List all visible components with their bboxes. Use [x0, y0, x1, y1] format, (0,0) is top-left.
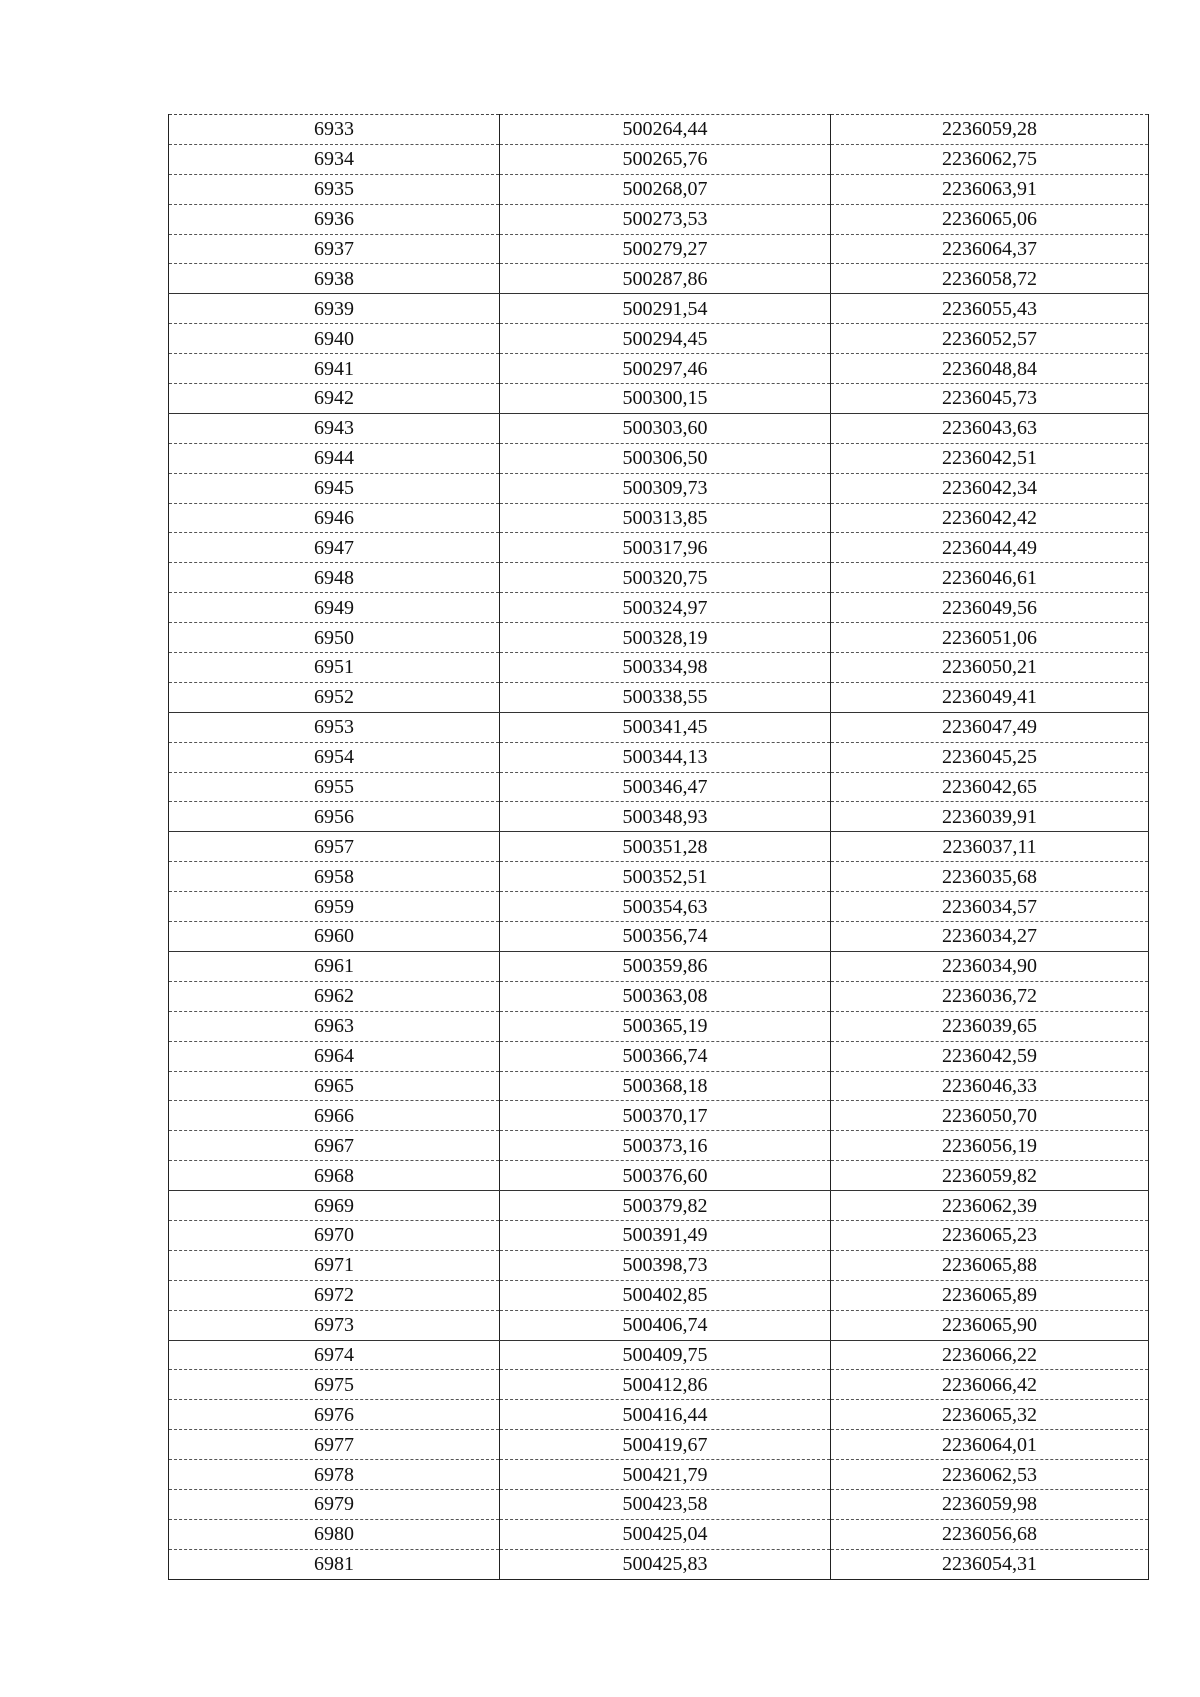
coord-y-cell: 2236064,37 [831, 234, 1149, 264]
table-row [169, 563, 1149, 593]
point-number-cell: 6980 [169, 1519, 500, 1549]
point-number-cell: 6974 [169, 1340, 500, 1370]
point-number-cell: 6953 [169, 712, 500, 742]
coord-x-cell: 500300,15 [500, 384, 831, 414]
point-number-cell: 6934 [169, 144, 500, 174]
table-row [169, 623, 1149, 653]
coord-y-cell: 2236063,91 [831, 174, 1149, 204]
coord-y-cell: 2236034,57 [831, 892, 1149, 922]
coord-x-cell: 500320,75 [500, 563, 831, 593]
table-row [169, 922, 1149, 952]
coord-y-cell: 2236056,68 [831, 1519, 1149, 1549]
table-row [169, 1161, 1149, 1191]
point-number-cell: 6963 [169, 1011, 500, 1041]
coord-y-cell: 2236065,06 [831, 204, 1149, 234]
coord-y-cell: 2236059,98 [831, 1489, 1149, 1519]
coord-y-cell: 2236058,72 [831, 264, 1149, 294]
table-row [169, 1220, 1149, 1250]
point-number-cell: 6972 [169, 1280, 500, 1310]
point-number-cell: 6969 [169, 1191, 500, 1221]
table-row [169, 802, 1149, 832]
point-number-cell: 6960 [169, 922, 500, 952]
coord-x-cell: 500409,75 [500, 1340, 831, 1370]
coord-x-cell: 500379,82 [500, 1191, 831, 1221]
coord-y-cell: 2236043,63 [831, 413, 1149, 443]
point-number-cell: 6975 [169, 1370, 500, 1400]
coord-y-cell: 2236066,42 [831, 1370, 1149, 1400]
coord-x-cell: 500313,85 [500, 503, 831, 533]
coord-x-cell: 500419,67 [500, 1430, 831, 1460]
table-row [169, 1489, 1149, 1519]
point-number-cell: 6979 [169, 1489, 500, 1519]
point-number-cell: 6936 [169, 204, 500, 234]
point-number-cell: 6952 [169, 682, 500, 712]
coord-y-cell: 2236065,89 [831, 1280, 1149, 1310]
table-row [169, 1430, 1149, 1460]
coord-y-cell: 2236056,19 [831, 1131, 1149, 1161]
table-row [169, 533, 1149, 563]
table-row [169, 1131, 1149, 1161]
coordinates-table-body [169, 115, 1149, 1580]
table-row [169, 473, 1149, 503]
coord-y-cell: 2236044,49 [831, 533, 1149, 563]
table-row [169, 1071, 1149, 1101]
coord-x-cell: 500391,49 [500, 1220, 831, 1250]
coord-x-cell: 500402,85 [500, 1280, 831, 1310]
table-row [169, 1280, 1149, 1310]
table-row [169, 1340, 1149, 1370]
coord-x-cell: 500346,47 [500, 772, 831, 802]
coord-y-cell: 2236050,70 [831, 1101, 1149, 1131]
table-row [169, 1310, 1149, 1340]
coord-y-cell: 2236048,84 [831, 354, 1149, 384]
table-row [169, 443, 1149, 473]
coord-y-cell: 2236062,75 [831, 144, 1149, 174]
coord-y-cell: 2236062,53 [831, 1460, 1149, 1490]
coord-x-cell: 500359,86 [500, 951, 831, 981]
coord-x-cell: 500273,53 [500, 204, 831, 234]
table-row [169, 682, 1149, 712]
table-row [169, 951, 1149, 981]
point-number-cell: 6965 [169, 1071, 500, 1101]
point-number-cell: 6964 [169, 1041, 500, 1071]
point-number-cell: 6966 [169, 1101, 500, 1131]
coordinates-table [168, 114, 1149, 1580]
coord-x-cell: 500363,08 [500, 981, 831, 1011]
coord-x-cell: 500294,45 [500, 324, 831, 354]
table-row [169, 1041, 1149, 1071]
coord-y-cell: 2236042,59 [831, 1041, 1149, 1071]
point-number-cell: 6968 [169, 1161, 500, 1191]
table-row [169, 712, 1149, 742]
point-number-cell: 6940 [169, 324, 500, 354]
table-row [169, 384, 1149, 414]
coord-x-cell: 500425,83 [500, 1549, 831, 1579]
table-row [169, 832, 1149, 862]
table-row [169, 862, 1149, 892]
point-number-cell: 6981 [169, 1549, 500, 1579]
coord-x-cell: 500421,79 [500, 1460, 831, 1490]
point-number-cell: 6941 [169, 354, 500, 384]
point-number-cell: 6935 [169, 174, 500, 204]
coord-y-cell: 2236046,33 [831, 1071, 1149, 1101]
coord-x-cell: 500356,74 [500, 922, 831, 952]
coord-y-cell: 2236062,39 [831, 1191, 1149, 1221]
coord-x-cell: 500324,97 [500, 593, 831, 623]
table-row [169, 1549, 1149, 1579]
table-row [169, 174, 1149, 204]
coord-x-cell: 500368,18 [500, 1071, 831, 1101]
table-row [169, 1370, 1149, 1400]
table-row [169, 1191, 1149, 1221]
table-row [169, 204, 1149, 234]
coord-x-cell: 500365,19 [500, 1011, 831, 1041]
coord-x-cell: 500338,55 [500, 682, 831, 712]
coord-y-cell: 2236059,82 [831, 1161, 1149, 1191]
coord-x-cell: 500268,07 [500, 174, 831, 204]
coord-x-cell: 500366,74 [500, 1041, 831, 1071]
coord-y-cell: 2236065,90 [831, 1310, 1149, 1340]
point-number-cell: 6950 [169, 623, 500, 653]
coord-x-cell: 500376,60 [500, 1161, 831, 1191]
table-row [169, 742, 1149, 772]
point-number-cell: 6939 [169, 294, 500, 324]
coord-y-cell: 2236045,73 [831, 384, 1149, 414]
table-row [169, 1011, 1149, 1041]
coord-y-cell: 2236066,22 [831, 1340, 1149, 1370]
point-number-cell: 6976 [169, 1400, 500, 1430]
table-row [169, 1250, 1149, 1280]
point-number-cell: 6944 [169, 443, 500, 473]
coord-y-cell: 2236036,72 [831, 981, 1149, 1011]
coord-y-cell: 2236049,56 [831, 593, 1149, 623]
coord-x-cell: 500398,73 [500, 1250, 831, 1280]
coord-x-cell: 500303,60 [500, 413, 831, 443]
coord-x-cell: 500373,16 [500, 1131, 831, 1161]
table-row [169, 981, 1149, 1011]
coord-y-cell: 2236065,32 [831, 1400, 1149, 1430]
coord-x-cell: 500317,96 [500, 533, 831, 563]
coord-x-cell: 500306,50 [500, 443, 831, 473]
coord-y-cell: 2236065,88 [831, 1250, 1149, 1280]
coord-x-cell: 500297,46 [500, 354, 831, 384]
coord-y-cell: 2236039,65 [831, 1011, 1149, 1041]
point-number-cell: 6949 [169, 593, 500, 623]
table-row [169, 354, 1149, 384]
point-number-cell: 6938 [169, 264, 500, 294]
coord-x-cell: 500354,63 [500, 892, 831, 922]
coord-x-cell: 500370,17 [500, 1101, 831, 1131]
coord-y-cell: 2236037,11 [831, 832, 1149, 862]
coord-x-cell: 500279,27 [500, 234, 831, 264]
table-row [169, 503, 1149, 533]
coord-y-cell: 2236034,90 [831, 951, 1149, 981]
point-number-cell: 6961 [169, 951, 500, 981]
coord-y-cell: 2236059,28 [831, 115, 1149, 145]
point-number-cell: 6957 [169, 832, 500, 862]
point-number-cell: 6958 [169, 862, 500, 892]
coord-y-cell: 2236034,27 [831, 922, 1149, 952]
coord-x-cell: 500406,74 [500, 1310, 831, 1340]
point-number-cell: 6947 [169, 533, 500, 563]
table-row [169, 1519, 1149, 1549]
point-number-cell: 6951 [169, 653, 500, 683]
point-number-cell: 6956 [169, 802, 500, 832]
coord-y-cell: 2236039,91 [831, 802, 1149, 832]
point-number-cell: 6946 [169, 503, 500, 533]
table-row [169, 264, 1149, 294]
table-row [169, 892, 1149, 922]
point-number-cell: 6973 [169, 1310, 500, 1340]
coord-x-cell: 500291,54 [500, 294, 831, 324]
coord-y-cell: 2236051,06 [831, 623, 1149, 653]
table-row [169, 413, 1149, 443]
coord-x-cell: 500348,93 [500, 802, 831, 832]
table-row [169, 772, 1149, 802]
point-number-cell: 6937 [169, 234, 500, 264]
point-number-cell: 6959 [169, 892, 500, 922]
table-row [169, 234, 1149, 264]
coord-y-cell: 2236045,25 [831, 742, 1149, 772]
point-number-cell: 6970 [169, 1220, 500, 1250]
point-number-cell: 6962 [169, 981, 500, 1011]
point-number-cell: 6954 [169, 742, 500, 772]
coord-x-cell: 500351,28 [500, 832, 831, 862]
point-number-cell: 6943 [169, 413, 500, 443]
point-number-cell: 6948 [169, 563, 500, 593]
table-row [169, 1400, 1149, 1430]
coord-y-cell: 2236042,34 [831, 473, 1149, 503]
coord-y-cell: 2236042,65 [831, 772, 1149, 802]
coord-y-cell: 2236050,21 [831, 653, 1149, 683]
point-number-cell: 6942 [169, 384, 500, 414]
table-row [169, 144, 1149, 174]
table-row [169, 1101, 1149, 1131]
point-number-cell: 6967 [169, 1131, 500, 1161]
table-row [169, 324, 1149, 354]
table-row [169, 593, 1149, 623]
coord-y-cell: 2236054,31 [831, 1549, 1149, 1579]
table-row [169, 115, 1149, 145]
coord-y-cell: 2236042,42 [831, 503, 1149, 533]
coord-y-cell: 2236049,41 [831, 682, 1149, 712]
coord-x-cell: 500416,44 [500, 1400, 831, 1430]
coord-x-cell: 500425,04 [500, 1519, 831, 1549]
table-row [169, 653, 1149, 683]
coord-x-cell: 500423,58 [500, 1489, 831, 1519]
table-row [169, 294, 1149, 324]
coord-x-cell: 500287,86 [500, 264, 831, 294]
coord-y-cell: 2236047,49 [831, 712, 1149, 742]
coord-y-cell: 2236046,61 [831, 563, 1149, 593]
coord-x-cell: 500265,76 [500, 144, 831, 174]
coord-x-cell: 500264,44 [500, 115, 831, 145]
coord-y-cell: 2236042,51 [831, 443, 1149, 473]
table-row [169, 1460, 1149, 1490]
coord-x-cell: 500412,86 [500, 1370, 831, 1400]
point-number-cell: 6977 [169, 1430, 500, 1460]
coord-y-cell: 2236052,57 [831, 324, 1149, 354]
point-number-cell: 6933 [169, 115, 500, 145]
coord-x-cell: 500344,13 [500, 742, 831, 772]
point-number-cell: 6978 [169, 1460, 500, 1490]
point-number-cell: 6971 [169, 1250, 500, 1280]
coord-x-cell: 500309,73 [500, 473, 831, 503]
point-number-cell: 6955 [169, 772, 500, 802]
coord-x-cell: 500328,19 [500, 623, 831, 653]
coord-x-cell: 500352,51 [500, 862, 831, 892]
coord-y-cell: 2236055,43 [831, 294, 1149, 324]
coord-y-cell: 2236065,23 [831, 1220, 1149, 1250]
coord-y-cell: 2236064,01 [831, 1430, 1149, 1460]
point-number-cell: 6945 [169, 473, 500, 503]
coord-y-cell: 2236035,68 [831, 862, 1149, 892]
coord-x-cell: 500334,98 [500, 653, 831, 683]
coord-x-cell: 500341,45 [500, 712, 831, 742]
